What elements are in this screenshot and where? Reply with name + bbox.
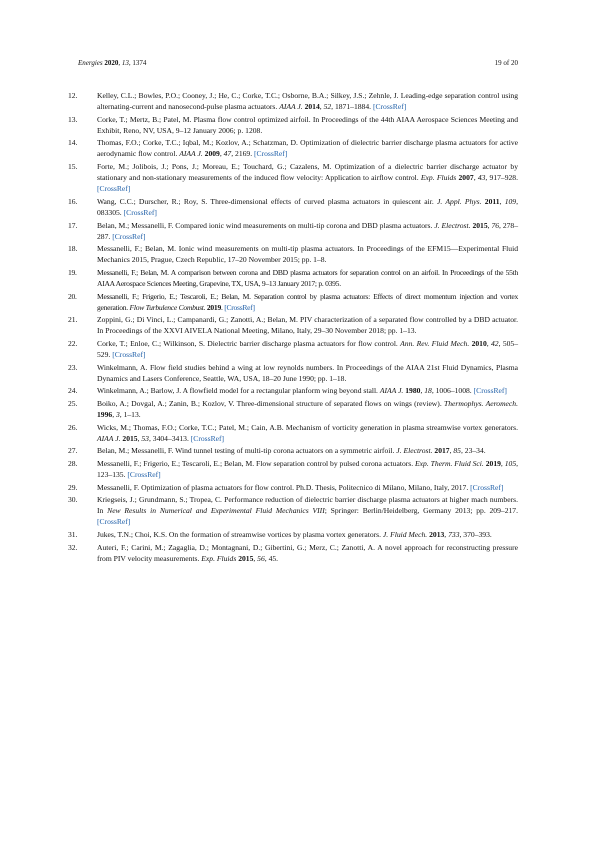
reference-volume: 47 (223, 149, 232, 159)
reference-year: 2019 (485, 458, 501, 468)
reference-pages: , 23–34. (460, 446, 486, 456)
reference-item: 22. Corke, T.; Enloe, C.; Wilkinson, S. Dielectric barrier discharge plasma actuators for flow control. Ann. Rev. Fluid Mech. 2010, 42, 505–529. [CrossRef] (68, 338, 519, 360)
reference-pages: , 2169. (231, 149, 253, 159)
crossref-link[interactable]: [CrossRef] (127, 470, 161, 479)
reference-venue: AIAA J. (279, 102, 303, 112)
reference-volume: 733 (448, 529, 460, 539)
crossref-link[interactable]: [CrossRef] (97, 184, 131, 194)
reference-text: Messanelli, F.; Frigerio, E.; Tescaroli, E.; Belan, M. Separation control by plasma actuators: Effects of direct momentum injection and vortex generation. (97, 291, 518, 312)
reference-item (68, 114, 518, 136)
article-number: 1374 (132, 59, 147, 67)
reference-number: 19. (68, 267, 77, 277)
reference-pages: , 370–393. (459, 529, 492, 539)
reference-number: 30. (68, 495, 78, 505)
reference-year: 2015 (238, 553, 254, 563)
reference-item (68, 314, 518, 336)
reference-text: Messanelli, F.; Belan, M. A comparison between corona and DBD plasma actuators for separation control on an airfoil. In Proceedings of the 55th AIAA Aerospace Sciences Meeting, Grapevine, TX, USA, 9–13 January 2017; p. 0395. (97, 267, 518, 288)
reference-item: 27. Belan, M.; Messanelli, F. Wind tunnel testing of multi-tip corona actuators on a symmetric airfoil. J. Electrost. 2017, 85, 23–34. (68, 446, 486, 456)
reference-volume: 85 (453, 446, 461, 456)
reference-item: 32. Auteri, F.; Carini, M.; Zagaglia, D.; Montagnani, D.; Gibertini, G.; Merz, C.; Zanotti, A. A novel approach for reconstructing pressure from PIV velocity measurements. Exp. Fluids 2015, 56, 45. (68, 542, 518, 563)
reference-pages: , 278–287. (97, 220, 519, 241)
reference-text: Thomas, F.O.; Corke, T.C.; Iqbal, M.; Kozlov, A.; Schatzman, D. Optimization of dielectric barrier discharge plasma actuators for active aerodynamic flow control. (97, 138, 518, 159)
reference-item: 25. Boiko, A.; Dovgal, A.; Zanin, B.; Kozlov, V. Three-dimensional structure of separated flows on wings (review). Thermophys. Aeromech. 1996, 3, 1–13. (68, 398, 518, 420)
reference-pages: , 123–135. (97, 458, 519, 479)
reference-text: Wang, C.C.; Durscher, R.; Roy, S. Three-dimensional effects of curved plasma actuators in quiescent air. (97, 196, 434, 206)
reference-number: 20. (68, 291, 77, 301)
reference-text: Messanelli, F.; Frigerio, E.; Tescaroli, E.; Belan, M. Flow separation control by pulsed corona actuators. (97, 458, 414, 468)
reference-number: 29. (68, 482, 78, 492)
crossref-link[interactable]: [CrossRef] (112, 231, 146, 241)
reference-volume: 52 (323, 102, 332, 112)
reference-venue: New Results in Numerical and Experimental Fluid Mechanics VIII (107, 506, 325, 516)
reference-year: 2007 (458, 173, 474, 183)
reference-number: 22. (68, 338, 78, 348)
reference-text: Jukes, T.N.; Choi, K.S. On the formation of streamwise vortices by plasma vortex generators. (97, 529, 382, 539)
reference-pages: , 1–13. (119, 410, 141, 420)
reference-text: Auteri, F.; Carini, M.; Zagaglia, D.; Montagnani, D.; Gibertini, G.; Merz, C.; Zanotti, A. A novel approach for reconstructing pressure from PIV velocity measurements. (97, 542, 518, 563)
reference-year: 2009 (204, 149, 220, 159)
reference-number: 17. (68, 220, 78, 230)
reference-item (68, 267, 518, 289)
reference-year: 2017 (434, 446, 450, 456)
reference-venue: AIAA J. (179, 149, 203, 159)
crossref-link[interactable]: [CrossRef] (112, 350, 146, 360)
reference-number: 18. (68, 244, 78, 254)
reference-venue: J. Fluid Mech. (382, 529, 428, 539)
reference-text: Belan, M.; Messanelli, F. Compared ionic wind measurements on multi-tip corona and DBD plasma actuators. (97, 220, 433, 230)
reference-venue: Exp. Therm. Fluid Sci. (415, 458, 484, 468)
reference-text: Messanelli, F.; Belan, M. Ionic wind measurements on multi-tip plasma actuators. In Proceedings of the EFM15—Experimental Fluid Mechanics 2015, Prague, Czech Republic, 17–20 November 2015; pp. 1–8. (97, 244, 518, 265)
reference-pages: , 505–529. (97, 338, 519, 360)
reference-year: 2014 (304, 102, 320, 112)
page-number: 19 of 20 (494, 59, 518, 67)
crossref-link[interactable]: [CrossRef] (224, 302, 255, 312)
reference-number: 15. (68, 162, 78, 172)
reference-text: Winkelmann, A.; Barlow, J. A flowfield model for a rectangular planform wing beyond stall. (97, 386, 378, 396)
reference-volume: 3 (115, 410, 120, 420)
reference-text: Winkelmann, A. Flow field studies behind a wing at low reynolds numbers. In Proceedings of the AIAA 21st Fluid Dynamics, Plasma Dynamics and Lasers Conference, Seattle, WA, USA, 18–20 June 1990; pp. 1–18. (97, 362, 518, 383)
reference-pages: , 083305. (97, 196, 518, 217)
reference-venue: Flow Turbulence Combust. (129, 302, 206, 312)
crossref-link[interactable]: [CrossRef] (473, 386, 507, 396)
crossref-link[interactable]: [CrossRef] (97, 517, 131, 527)
reference-volume: 109 (504, 196, 517, 206)
crossref-link[interactable]: [CrossRef] (190, 433, 225, 443)
reference-item: 26. Wicks, M.; Thomas, F.O.; Corke, T.C.; Patel, M.; Cain, A.B. Mechanism of vorticity generation in plasma streamwise vortex generators. AIAA J. 2015, 53, 3404–3413. [CrossRef] (68, 422, 518, 443)
reference-volume: 105 (504, 458, 517, 468)
reference-item: 12. Kelley, C.L.; Bowles, P.O.; Cooney, J.; He, C.; Corke, T.C.; Osborne, B.A.; Silkey, J.S.; Zehnle, J. Leading-edge separation control using alternating-current and nanosecond-pulse plasma actuators. AIAA J. 2014, 52, 1871–1884. [CrossRef] (68, 91, 518, 112)
reference-venue: AIAA J. (97, 433, 121, 443)
reference-number: 23. (68, 362, 78, 372)
reference-number: 14. (68, 138, 78, 148)
reference-year: 2013 (429, 529, 445, 539)
journal-citation: Energies 2020, 13, 1374 (78, 59, 147, 67)
reference-text: Belan, M.; Messanelli, F. Wind tunnel testing of multi-tip corona actuators on a symmetric airfoil. (97, 446, 395, 456)
reference-list (68, 90, 519, 565)
reference-year: 2015 (472, 220, 488, 230)
reference-number: 16. (68, 196, 78, 206)
crossref-link[interactable]: [CrossRef] (372, 102, 407, 112)
reference-volume: 42 (491, 338, 499, 348)
reference-number: 27. (68, 446, 78, 456)
reference-number: 24. (68, 386, 78, 396)
reference-item (68, 243, 518, 265)
reference-number: 12. (68, 91, 78, 100)
reference-venue: AIAA J. (379, 386, 404, 396)
reference-number: 21. (68, 315, 78, 325)
reference-item: 16. Wang, C.C.; Durscher, R.; Roy, S. Three-dimensional effects of curved plasma actuators in quiescent air. J. Appl. Phys. 2011, 109, 083305. [CrossRef] (68, 196, 518, 217)
crossref-link[interactable]: [CrossRef] (470, 482, 504, 492)
reference-text: Wicks, M.; Thomas, F.O.; Corke, T.C.; Patel, M.; Cain, A.B. Mechanism of vorticity generation in plasma streamwise vortex generators. (97, 422, 518, 432)
reference-year: 2019 (206, 302, 221, 312)
journal-year: 2020 (104, 59, 119, 67)
reference-number: 31. (68, 529, 78, 539)
reference-number: 28. (68, 458, 78, 468)
reference-item (68, 494, 518, 527)
reference-pages: , 45. (264, 553, 279, 563)
reference-item (68, 482, 518, 493)
reference-text: Messanelli, F. Optimization of plasma actuators for flow control. Ph.D. Thesis, Politecnico di Milano, Milano, Italy, 2017. (97, 482, 469, 492)
reference-venue: J. Appl. Phys. (437, 196, 482, 206)
reference-item (68, 362, 518, 384)
reference-venue: J. Electrost. (434, 220, 471, 230)
reference-text: Kriegseis, J.; Grundmann, S.; Tropea, C. Performance reduction of dielectric barrier discharge plasma actuators at higher mach numbers. In (97, 495, 518, 516)
reference-item: 17. Belan, M.; Messanelli, F. Compared ionic wind measurements on multi-tip corona and DBD plasma actuators. J. Electrost. 2015, 76, 278–287. [CrossRef] (68, 220, 519, 241)
reference-item: 24. Winkelmann, A.; Barlow, J. A flowfield model for a rectangular planform wing beyond stall. AIAA J. 1980, 18, 1006–1008. [CrossRef] (68, 386, 507, 396)
reference-volume: 56 (257, 553, 265, 563)
journal-volume: 13 (121, 59, 129, 67)
reference-year: 2010 (471, 338, 487, 348)
reference-volume: 53 (141, 433, 149, 443)
reference-year: 2011 (484, 196, 500, 206)
reference-text: Corke, T.; Mertz, B.; Patel, M. Plasma flow control optimized airfoil. In Proceedings of the 44th AIAA Aerospace Sciences Meeting and Exhibit, Reno, NV, USA, 9–12 January 2006; p. 1208. (97, 114, 518, 135)
reference-pages: . (220, 302, 223, 312)
reference-text: Forte, M.; Jolibois, J.; Pons, J.; Moreau, E.; Touchard, G.; Cazalens, M. Optimization of a dielectric barrier discharge actuator by stationary and non-stationary measurements of the induced flow velocity: Application to airflow control. (97, 162, 518, 183)
journal-name: Energies (78, 59, 103, 67)
running-header (78, 57, 518, 69)
crossref-link[interactable]: [CrossRef] (254, 149, 288, 159)
reference-text: Kelley, C.L.; Bowles, P.O.; Cooney, J.; He, C.; Corke, T.C.; Osborne, B.A.; Silkey, J.S.; Zehnle, J. Leading-edge separation control using alternating-current and nanosecond-pulse plasma actuators. (97, 91, 518, 112)
reference-pages: , 3404–3413. (148, 433, 189, 443)
reference-year: 2015 (122, 433, 138, 443)
crossref-link[interactable]: [CrossRef] (123, 207, 157, 217)
reference-item: 15. Forte, M.; Jolibois, J.; Pons, J.; Moreau, E.; Touchard, G.; Cazalens, M. Optimization of a dielectric barrier discharge actuator by stationary and non-stationary measurements of the induced flow velocity: Application to airflow control. Exp. Fluids 2007, 43, 917–928. [CrossRef] (68, 162, 519, 194)
reference-text: Corke, T.; Enloe, C.; Wilkinson, S. Dielectric barrier discharge plasma actuators for flow control. (97, 338, 398, 348)
reference-volume: 76 (491, 220, 500, 230)
reference-venue: Exp. Fluids (420, 173, 457, 183)
reference-item: 28. Messanelli, F.; Frigerio, E.; Tescaroli, E.; Belan, M. Flow separation control by pulsed corona actuators. Exp. Therm. Fluid Sci. 2019, 105, 123–135. [CrossRef] (68, 458, 519, 479)
reference-number: 25. (68, 398, 78, 408)
reference-venue: Ann. Rev. Fluid Mech. (400, 338, 470, 348)
reference-number: 13. (68, 114, 78, 124)
reference-number: 26. (68, 422, 78, 432)
reference-year: 1996 (97, 410, 113, 420)
reference-venue: J. Electrost. (396, 446, 433, 456)
reference-item: 14. Thomas, F.O.; Corke, T.C.; Iqbal, M.; Kozlov, A.; Schatzman, D. Optimization of dielectric barrier discharge plasma actuators for active aerodynamic flow control. AIAA J. 2009, 47, 2169. [CrossRef] (68, 138, 518, 159)
reference-text: Zoppini, G.; Di Vinci, L.; Campanardi, G.; Zanotti, A.; Belan, M. PIV characterization of a separated flow controlled by a DBD actuator. In Proceedings of the XXVI AIVELA National Meeting, Milano, Italy, 29–30 November 2018; pp. 1–13. (97, 315, 518, 336)
reference-item (68, 291, 518, 313)
reference-text: Boiko, A.; Dovgal, A.; Zanin, B.; Kozlov, V. Three-dimensional structure of separated flows on wings (review). (97, 398, 442, 408)
reference-pages: , 1006–1008. (431, 386, 472, 396)
reference-venue: Exp. Fluids (201, 553, 237, 563)
reference-volume: 18 (424, 386, 432, 396)
reference-pages: ; Springer: Berlin/Heidelberg, Germany 2013; pp. 209–217. (324, 506, 518, 516)
reference-pages: , 917–928. (485, 173, 519, 183)
reference-venue: Thermophys. Aeromech. (444, 398, 518, 408)
reference-volume: 43 (477, 173, 486, 183)
reference-number: 32. (68, 542, 78, 552)
reference-item: 31. Jukes, T.N.; Choi, K.S. On the formation of streamwise vortices by plasma vortex generators. J. Fluid Mech. 2013, 733, 370–393. (68, 529, 492, 539)
reference-year: 1980 (405, 386, 421, 396)
reference-pages: , 1871–1884. (331, 102, 372, 112)
